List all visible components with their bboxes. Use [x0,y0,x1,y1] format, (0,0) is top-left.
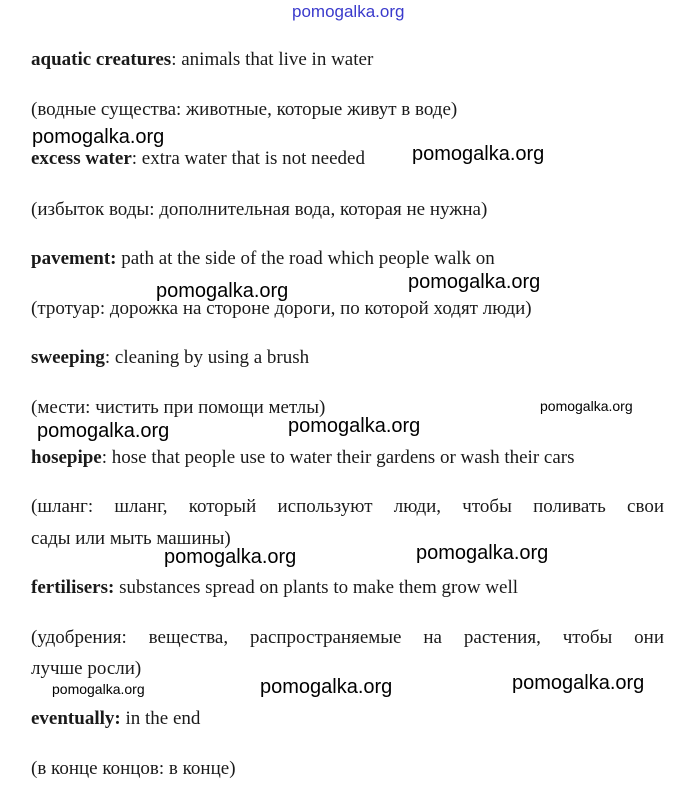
term: hosepipe [31,447,102,468]
watermark: pomogalka.org [416,542,549,564]
watermark: pomogalka.org [37,420,170,442]
definition: substances spread on plants to make them grow well [114,577,519,598]
translation-excess-water: (избыток воды: дополнительная вода, которая не нужна) [31,199,488,220]
definition: : hose that people use to water their gardens or wash their cars [101,447,575,468]
watermark: pomogalka.org [52,681,145,697]
entry-fertilisers [31,576,664,600]
translation-sweeping: (мести: чистить при помощи метлы) [31,397,326,418]
translation-eventually: (в конце концов: в конце) [31,758,236,779]
watermark: pomogalka.org [260,676,393,698]
watermark: pomogalka.org [512,672,645,694]
translation-aquatic-creatures: (водные существа: животные, которые живут в воде) [31,99,458,120]
entry-sweeping [31,346,664,370]
definition: : cleaning by using a brush [104,347,310,368]
definition: : extra water that is not needed [131,148,365,169]
entry-aquatic-creatures [31,48,664,72]
translation-hosepipe-line1: (шланг: шланг, который используют люди, чтобы поливать свои [31,496,664,517]
term: eventually: [31,708,121,729]
watermark: pomogalka.org [156,280,289,302]
watermark: pomogalka.org [540,398,633,414]
definition: path at the side of the road which people walk on [116,248,495,269]
watermark: pomogalka.org [32,126,165,148]
translation-pavement: (тротуар: дорожка на стороне дороги, по которой ходят люди) [31,298,532,319]
term: fertilisers: [31,577,115,598]
watermark: pomogalka.org [164,546,297,568]
entry-hosepipe [31,446,664,470]
watermark: pomogalka.org [408,271,541,293]
watermark: pomogalka.org [288,415,421,437]
definition: : animals that live in water [171,49,374,70]
entry-eventually [31,707,664,731]
entry-pavement [31,247,664,271]
translation-fertilisers-line1: (удобрения: вещества, распространяемые на растения, чтобы они [31,627,664,648]
watermark: pomogalka.org [412,143,545,165]
term: aquatic creatures [31,49,172,70]
header-watermark: pomogalka.org [292,2,405,21]
term: pavement: [31,248,117,269]
translation-hosepipe-line2: сады или мыть машины) [31,528,231,549]
term: excess water [31,148,132,169]
translation-fertilisers-line2: лучше росли) [31,658,142,679]
entry-excess-water [31,147,664,171]
definition: in the end [120,708,201,729]
term: sweeping [31,347,105,368]
